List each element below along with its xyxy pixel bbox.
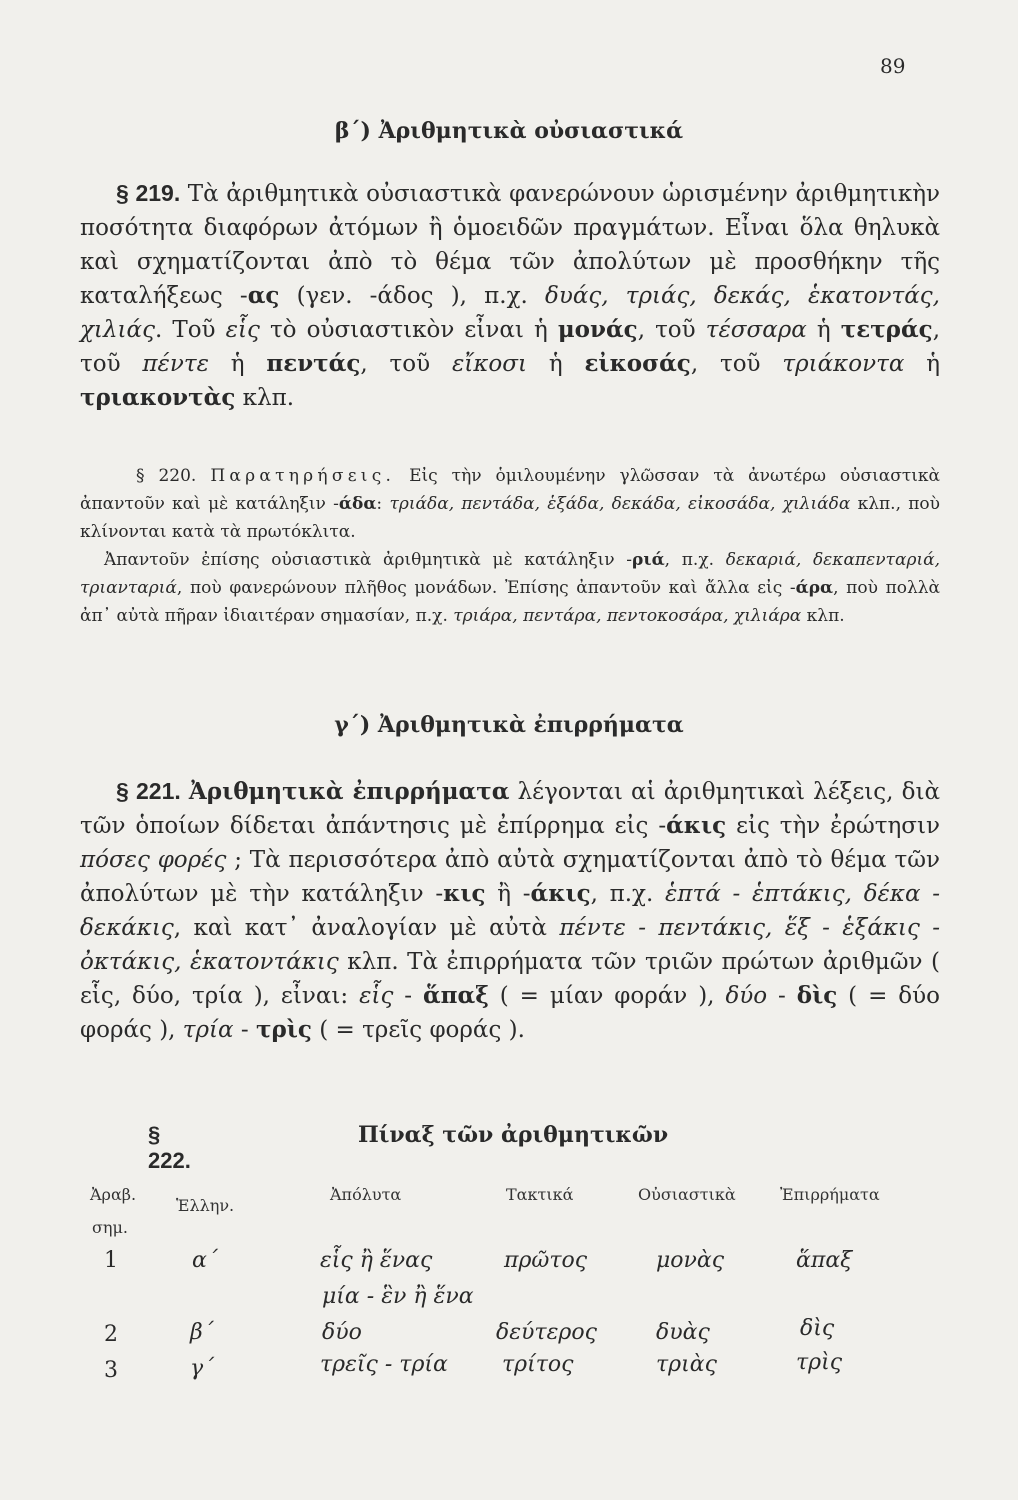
text: κλπ. Τὰ ἐπιρρήματα τῶν τριῶν πρώτων ἀριθμῶν ( εἷς, δύο, τρία ), εἶναι: bbox=[80, 949, 940, 1009]
cell-cardinal: εἷς ἢ ἕνας bbox=[320, 1248, 433, 1273]
text: Ἀπαντοῦν ἐπίσης οὐσιαστικὰ ἀριθμητικὰ μὲ κατάληξιν - bbox=[104, 550, 633, 570]
ending-bold: άκις bbox=[530, 880, 591, 907]
text: ἡ bbox=[208, 351, 267, 377]
header-adverb: Ἐπιρρήματα bbox=[780, 1185, 880, 1204]
text: ( = τρεῖς φοράς ). bbox=[311, 1017, 525, 1043]
header-ordinal: Τακτικά bbox=[506, 1185, 574, 1204]
example-italic: τέσσαρα bbox=[705, 317, 807, 343]
example-italic: εἷς bbox=[225, 317, 260, 343]
ending-bold: ας bbox=[247, 282, 280, 309]
example-italic: εἷς bbox=[359, 983, 394, 1009]
paragraph-number: § 221. bbox=[116, 778, 181, 804]
text: εἰς τὴν ἐρώτησιν bbox=[726, 813, 940, 839]
ending-bold: κις bbox=[443, 880, 486, 907]
example-italic: πέντε bbox=[142, 351, 209, 377]
example-italic: δεκαριά, δεκαπενταριά, τριανταριά bbox=[80, 550, 940, 598]
example-italic: ἑπτά - ἑπτάκις, δέκα - δεκάκις bbox=[80, 881, 940, 941]
cell-cardinal: τρεῖς - τρία bbox=[320, 1352, 448, 1377]
cell-noun: δυὰς bbox=[656, 1320, 710, 1345]
cell-cardinal: δύο bbox=[322, 1320, 362, 1345]
section-b-heading: β΄) Ἀριθμητικὰ οὐσιαστικά bbox=[334, 118, 684, 144]
term-bold: πεντάς bbox=[266, 350, 361, 377]
ending-bold: άδα bbox=[338, 494, 377, 514]
cell-ordinal: πρῶτος bbox=[504, 1248, 588, 1273]
example-italic: πέντε - πεντάκις, ἕξ - ἑξάκις - ὀκτάκις, ἑκατοντάκις bbox=[80, 915, 940, 975]
paragraph-219 bbox=[80, 176, 940, 415]
paragraph-number: § 220. bbox=[136, 466, 197, 486]
text: , τοῦ bbox=[690, 351, 783, 377]
example-italic: τριάδα, πεντάδα, ἑξάδα, δεκάδα, εἰκοσάδα, χιλιάδα bbox=[389, 494, 851, 514]
cell-adverb: ἅπαξ bbox=[796, 1248, 853, 1273]
text: ἡ bbox=[526, 351, 585, 377]
header-greek: Ἑλλην. bbox=[176, 1196, 235, 1215]
text: Εἰς τὴν ὁμιλουμένην γλῶσσαν τὰ ἀνωτέρω οὐσιαστικὰ ἀπαντοῦν καὶ μὲ κατάληξιν - bbox=[80, 466, 940, 514]
example-italic: τριάρα, πεντάρα, πεντοκοσάρα, χιλιάρα bbox=[453, 606, 802, 626]
cell-ordinal: δεύτερος bbox=[496, 1320, 597, 1345]
term-bold: τρὶς bbox=[256, 1016, 312, 1043]
text: ( = μίαν φοράν ), bbox=[488, 983, 726, 1009]
text: . Τοῦ bbox=[154, 317, 226, 343]
cell-greek: γ΄ bbox=[190, 1356, 215, 1381]
example-italic: εἴκοσι bbox=[451, 351, 527, 377]
text: Τὰ ἀριθμητικὰ οὐσιαστικὰ φανερώνουν ὡρισμένην ἀριθμητικὴν ποσότητα διαφόρων ἀτόμων ἢ ὁμοειδῶν πραγμάτων. Εἶναι ὅλα θηλυκὰ καὶ σχηματίζονται ἀπὸ τὸ θέμα τῶν ἀπολύτων μὲ προσθήκην τῆς καταλήξεως - bbox=[80, 181, 940, 309]
text: (γεν. -άδος ), π.χ. bbox=[279, 283, 545, 309]
cell-greek: β΄ bbox=[190, 1320, 214, 1345]
cell-arab: 3 bbox=[104, 1358, 118, 1383]
cell-greek: α΄ bbox=[192, 1248, 218, 1273]
text: ; Τὰ περισσότερα ἀπὸ αὐτὰ σχηματίζονται ἀπὸ τὸ θέμα τῶν ἀπολύτων μὲ τὴν κατάληξιν - bbox=[80, 847, 940, 907]
example-italic: πόσες φορές bbox=[80, 847, 227, 873]
text: , ποὺ πολλὰ ἀπ᾿ αὐτὰ πῆραν ἰδιαιτέραν σημασίαν, π.χ. bbox=[80, 578, 940, 626]
text: λέγονται αἱ ἀριθμητικαὶ λέξεις, διὰ τῶν ὁποίων δίδεται ἀπάντησις μὲ ἐπίρρημα εἰς - bbox=[80, 779, 941, 839]
text: , π.χ. bbox=[664, 550, 726, 570]
text: , ποὺ φανερώνουν πλῆθος μονάδων. Ἐπίσης ἀπαντοῦν καὶ ἄλλα εἰς - bbox=[176, 578, 796, 598]
ending-bold: άκις bbox=[666, 812, 727, 839]
header-cardinal: Ἀπόλυτα bbox=[330, 1185, 402, 1204]
text: ἢ - bbox=[485, 881, 531, 907]
cell-adverb: δὶς bbox=[800, 1316, 835, 1341]
example-italic: τριάκοντα bbox=[782, 351, 905, 377]
text: ἡ bbox=[806, 317, 841, 343]
page-number: 89 bbox=[880, 54, 906, 78]
section-c-heading: γ΄) Ἀριθμητικὰ ἐπιρρήματα bbox=[334, 712, 684, 738]
text: , τοῦ bbox=[80, 317, 940, 377]
paragraph-number: § 219. bbox=[116, 180, 181, 206]
text: , τοῦ bbox=[360, 351, 452, 377]
ending-bold: άρα bbox=[795, 578, 834, 598]
header-arab: Ἀραβ. bbox=[90, 1185, 137, 1204]
header-noun: Οὐσιαστικὰ bbox=[638, 1185, 736, 1204]
text: - bbox=[767, 983, 797, 1009]
text: : bbox=[376, 494, 390, 514]
cell-noun: μονὰς bbox=[656, 1248, 725, 1273]
text: , π.χ. bbox=[590, 881, 666, 907]
cell-adverb: τρὶς bbox=[796, 1350, 843, 1375]
cell-cardinal-2: μία - ἓν ἢ ἕνα bbox=[322, 1284, 474, 1309]
table-title: Πίναξ τῶν ἀριθμητικῶν bbox=[358, 1122, 669, 1148]
text: ( = δύο φοράς ), bbox=[80, 983, 940, 1043]
cell-noun: τριὰς bbox=[656, 1352, 717, 1377]
text: - bbox=[233, 1017, 256, 1043]
paragraph-number: § 222. bbox=[148, 1122, 191, 1173]
term-bold: Ἀριθμητικὰ ἐπιρρήματα bbox=[188, 778, 510, 805]
text: κλπ. bbox=[801, 606, 845, 626]
example-italic: δύο bbox=[725, 983, 768, 1009]
example-italic: δυάς, τριάς, δεκάς, ἑκατοντάς, χιλιάς bbox=[80, 283, 940, 343]
term-bold: μονάς bbox=[557, 316, 638, 343]
term-bold: ἅπαξ bbox=[422, 982, 489, 1009]
paragraph-220-continued bbox=[80, 546, 940, 630]
example-italic: τρία bbox=[182, 1017, 234, 1043]
term-bold: τετράς bbox=[840, 316, 933, 343]
cell-arab: 2 bbox=[104, 1322, 118, 1347]
cell-arab: 1 bbox=[104, 1248, 118, 1273]
text: κλπ., ποὺ κλίνονται κατὰ τὰ πρωτόκλιτα. bbox=[80, 494, 940, 542]
text: - bbox=[393, 983, 423, 1009]
paragraph-221 bbox=[80, 774, 940, 1047]
cell-ordinal: τρίτος bbox=[502, 1352, 574, 1377]
paragraph-220 bbox=[80, 462, 940, 546]
term-bold: εἰκοσάς bbox=[584, 350, 691, 377]
text: , καὶ κατ᾿ ἀναλογίαν μὲ αὐτὰ bbox=[173, 915, 560, 941]
text: , τοῦ bbox=[637, 317, 706, 343]
remarks-label: Παρατηρήσεις. bbox=[210, 466, 396, 486]
text: ἡ bbox=[904, 351, 940, 377]
header-arab-2: σημ. bbox=[92, 1218, 128, 1237]
text: τὸ οὐσιαστικὸν εἶναι ἡ bbox=[259, 317, 558, 343]
term-bold: τριακοντὰς bbox=[80, 384, 236, 411]
text: κλπ. bbox=[235, 385, 295, 411]
term-bold: δὶς bbox=[796, 982, 838, 1009]
ending-bold: ριά bbox=[632, 550, 665, 570]
